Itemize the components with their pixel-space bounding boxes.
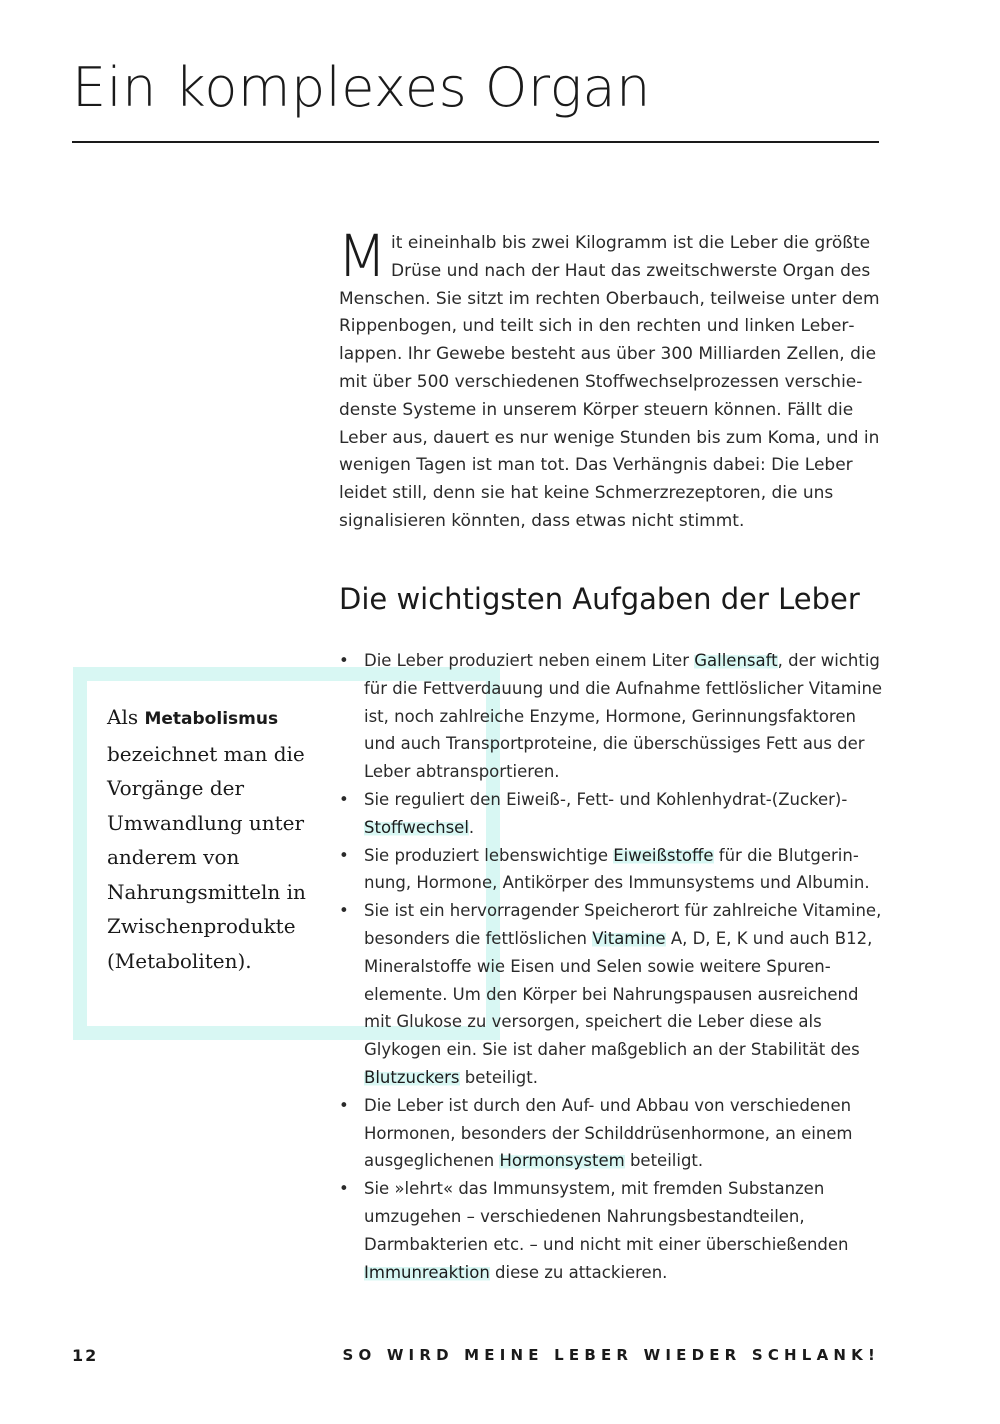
- highlighted-term: Gallensaft: [694, 651, 778, 670]
- list-item-text: beteiligt.: [459, 1067, 538, 1087]
- highlighted-term: Immunreaktion: [364, 1262, 490, 1282]
- list-item-text: Die Leber produziert neben einem Liter: [364, 651, 695, 670]
- list-item-text: Die Leber ist durch den Auf- und Abbau von verschiedenen Hormonen, besonders der Schilddrüsenhormone, an einem ausgeglichenen: [364, 1095, 853, 1171]
- list-item-text: Sie ist ein hervorragender Speicherort für zahlreiche Vitamine, besonders die fettlöslichen: [364, 901, 882, 948]
- intro-text: it eineinhalb bis zwei Kilogramm ist die Leber die größte Drüse und nach der Haut das zweitschwerste Organ des Menschen. Sie sitzt im rechten Oberbauch, teilweise unter dem Rippenbogen, und teilt sich in den rechten und linken Leberlappen. Ihr Gewebe besteht aus über 300 Milliarden Zellen, die mit über 500 verschiedenen Stoffwechselprozessen verschiedenste Systeme in unserem Körper steuern können. Fällt die Leber aus, dauert es nur wenige Stunden bis zum Koma, und in wenigen Tagen ist man tot. Das Verhängnis dabei: Die Leber leidet still, denn sie hat keine Schmerzrezeptoren, die uns signalisieren könnten, dass etwas nicht stimmt.: [339, 233, 880, 531]
- list-item-text: , der wichtig für die Fettverdauung und die Aufnahme fettlöslicher Vitamine ist, noch zahlreiche Enzyme, Hormone, Gerinnungsfaktoren und auch Transportproteine, die überschüssiges Fett aus der Leber abtransportieren.: [364, 651, 883, 782]
- bullet-icon: •: [339, 901, 349, 921]
- drop-cap: M: [337, 222, 388, 290]
- list-item-text: A, D, E, K und auch B12, Mineralstoffe wie Eisen und Selen sowie weitere Spurenelemente. Um den Körper bei Nahrungspausen ausreichend mit Glukose zu versorgen, speichert die Leber diese als Glykogen ein. Sie ist daher maßgeblich an der Stabilität des: [364, 928, 873, 1060]
- list-item-text: diese zu attackieren.: [489, 1262, 668, 1282]
- sidebar-text-pre: Als: [107, 705, 145, 729]
- list-item-text: Sie reguliert den Eiweiß-, Fett- und Kohlenhydrat-(Zucker)-: [364, 789, 848, 809]
- title-rule: [72, 141, 879, 143]
- page-title: Ein komplexes Organ: [72, 56, 651, 119]
- list-item: [339, 786, 887, 842]
- list-item: [339, 1092, 887, 1175]
- highlighted-term: Vitamine: [592, 928, 666, 948]
- list-item: [339, 897, 887, 1092]
- sidebar-text-post: bezeichnet man die Vorgänge der Umwandlung unter anderem von Nahrungsmitteln in Zwischenprodukte (Metaboliten).: [107, 741, 306, 973]
- list-item: [339, 647, 887, 786]
- sidebar-keyword: Metabolismus: [144, 709, 279, 729]
- bullet-icon: •: [339, 789, 349, 809]
- highlighted-term: Eiweißstoffe: [613, 845, 714, 865]
- tasks-list: [339, 647, 887, 1286]
- highlighted-term: Stoffwechsel: [364, 817, 469, 837]
- bullet-icon: •: [339, 651, 349, 670]
- highlighted-term: Hormonsystem: [499, 1151, 625, 1171]
- list-item-text: beteiligt.: [624, 1151, 704, 1171]
- highlighted-term: Blutzuckers: [364, 1067, 460, 1087]
- list-item-text: für die Blutgerinnung, Hormone, Antikörper des Immunsystems und Albumin.: [364, 845, 870, 893]
- list-item-text: Sie produziert lebenswichtige: [364, 845, 614, 865]
- section-heading: Die wichtigsten Aufgaben der Leber: [339, 582, 860, 616]
- list-item: [339, 1175, 887, 1286]
- bullet-icon: •: [339, 1095, 349, 1115]
- list-item: [339, 842, 887, 898]
- list-item-text: .: [468, 817, 475, 837]
- list-item-text: Sie »lehrt« das Immunsystem, mit fremden Substanzen umzugehen – verschiedenen Nahrungsbestandteilen, Darmbakterien etc. – und nicht mit einer überschießenden: [364, 1179, 849, 1254]
- intro-paragraph: [337, 222, 884, 536]
- running-title: SO WIRD MEINE LEBER WIEDER SCHLANK!: [342, 1346, 880, 1364]
- bullet-icon: •: [339, 1179, 349, 1199]
- sidebar-definition: [107, 700, 337, 978]
- page-number: 12: [72, 1346, 99, 1365]
- bullet-icon: •: [339, 845, 349, 865]
